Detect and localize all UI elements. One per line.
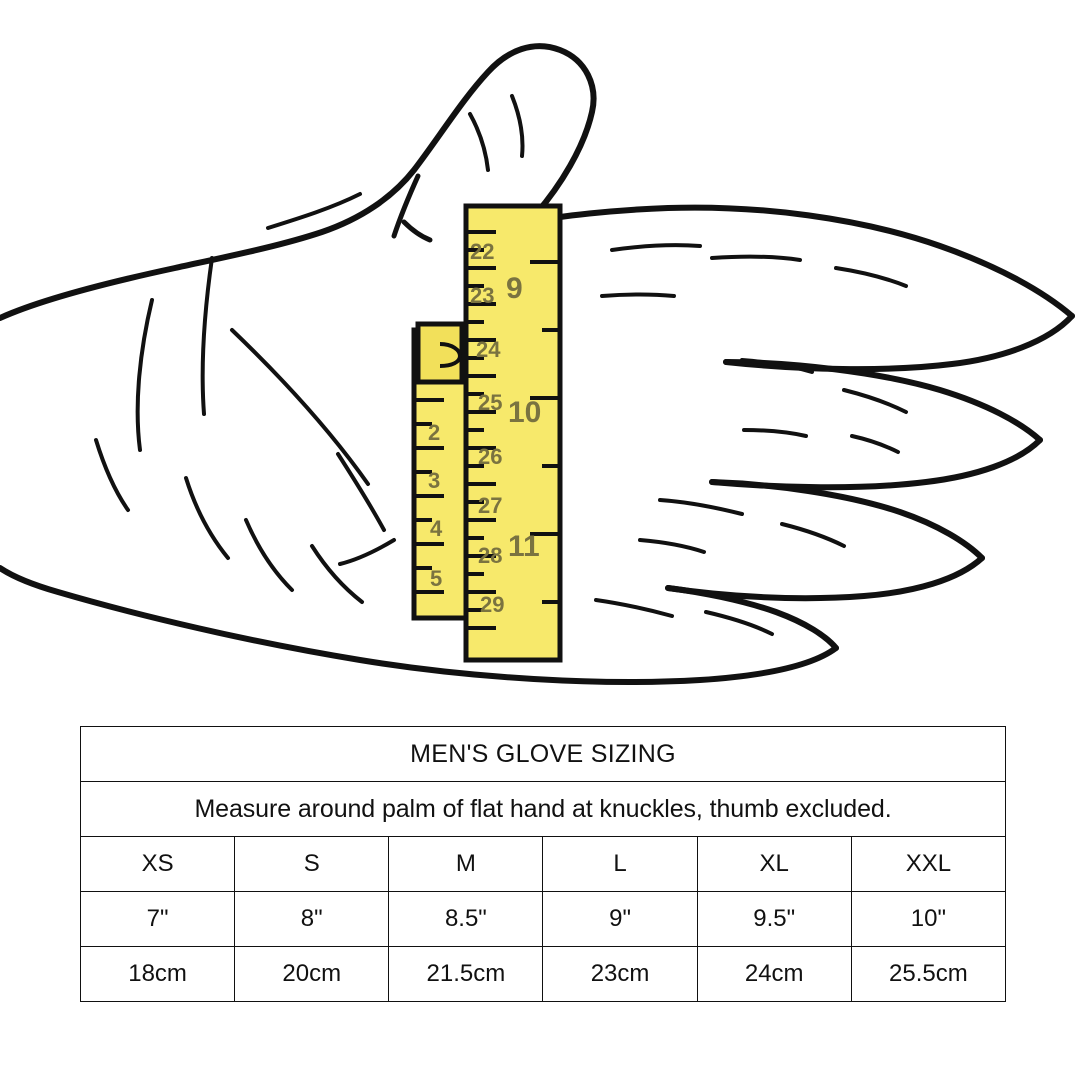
svg-text:9: 9 <box>506 272 523 305</box>
table-title-row <box>81 727 1006 782</box>
inch-value-m: 8.5" <box>389 892 543 947</box>
inch-value-xl: 9.5" <box>697 892 851 947</box>
inch-value-xxl: 10" <box>851 892 1005 947</box>
svg-text:25: 25 <box>478 390 503 415</box>
inch-value-xs: 7" <box>81 892 235 947</box>
table-row-inches <box>81 892 1006 947</box>
table-subtitle: Measure around palm of flat hand at knuckles, thumb excluded. <box>81 782 1006 837</box>
cm-value-m: 21.5cm <box>389 947 543 1002</box>
cm-value-s: 20cm <box>235 947 389 1002</box>
svg-text:5: 5 <box>430 566 443 591</box>
column-header-l: L <box>543 837 697 892</box>
column-header-m: M <box>389 837 543 892</box>
svg-text:22: 22 <box>470 239 495 264</box>
inch-value-l: 9" <box>543 892 697 947</box>
svg-text:23: 23 <box>470 283 495 308</box>
column-header-xs: XS <box>81 837 235 892</box>
table-subtitle-row <box>81 782 1006 837</box>
inch-value-s: 8" <box>235 892 389 947</box>
column-header-xl: XL <box>697 837 851 892</box>
table-row-centimeters <box>81 947 1006 1002</box>
svg-text:27: 27 <box>478 493 503 518</box>
sizing-table <box>80 726 1006 1002</box>
svg-text:24: 24 <box>476 337 501 362</box>
column-header-s: S <box>235 837 389 892</box>
cm-value-xxl: 25.5cm <box>851 947 1005 1002</box>
svg-text:11: 11 <box>508 530 540 563</box>
svg-text:26: 26 <box>478 444 503 469</box>
svg-text:2: 2 <box>428 420 441 445</box>
cm-value-xs: 18cm <box>81 947 235 1002</box>
table-header-row <box>81 837 1006 892</box>
measuring-tape <box>414 206 560 660</box>
svg-text:29: 29 <box>480 592 505 617</box>
cm-value-xl: 24cm <box>697 947 851 1002</box>
svg-text:28: 28 <box>478 543 503 568</box>
table-title: MEN'S GLOVE SIZING <box>81 727 1006 782</box>
cm-value-l: 23cm <box>543 947 697 1002</box>
svg-text:4: 4 <box>430 516 443 541</box>
svg-text:10: 10 <box>508 396 542 429</box>
column-header-xxl: XXL <box>851 837 1005 892</box>
svg-text:3: 3 <box>428 468 441 493</box>
